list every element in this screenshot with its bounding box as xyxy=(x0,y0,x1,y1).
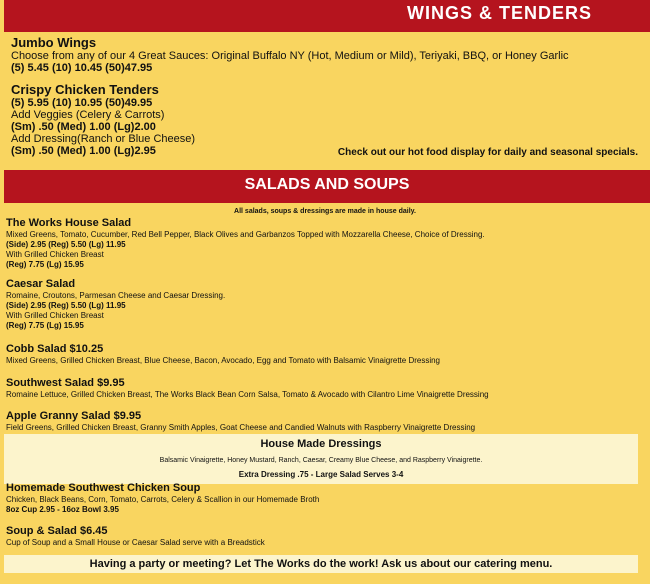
item-addon: With Grilled Chicken Breast xyxy=(6,311,104,320)
dressing-price: (Sm) .50 (Med) 1.00 (Lg)2.95 xyxy=(11,145,156,157)
salads-banner-title: SALADS AND SOUPS xyxy=(244,176,410,193)
menu-item-southwest-soup xyxy=(6,482,646,515)
salads-list xyxy=(6,217,646,433)
item-title: Homemade Southwest Chicken Soup xyxy=(6,482,201,494)
item-addon: With Grilled Chicken Breast xyxy=(6,250,104,259)
dressings-title: House Made Dressings xyxy=(260,438,382,450)
jumbo-wings-price: (5) 5.45 (10) 10.45 (50)47.95 xyxy=(11,62,153,74)
item-price: (Side) 2.95 (Reg) 5.50 (Lg) 11.95 xyxy=(6,301,126,310)
item-price: (Side) 2.95 (Reg) 5.50 (Lg) 11.95 xyxy=(6,240,126,249)
item-desc: Mixed Greens, Tomato, Cucumber, Red Bell Pepper, Black Olives and Garbanzos Topped with Mozzarella Cheese, Choice of Dressing. xyxy=(6,230,485,239)
dressings-extra: Extra Dressing .75 - Large Salad Serves 3-4 xyxy=(238,470,404,479)
wings-banner-title: WINGS & TENDERS xyxy=(406,3,592,23)
menu-item-soup-salad xyxy=(6,525,646,548)
item-title: Soup & Salad $6.45 xyxy=(6,525,108,537)
wings-section xyxy=(11,36,641,157)
menu-item-caesar-salad xyxy=(6,278,646,331)
dressings-panel xyxy=(4,434,638,484)
dressings-list: Balsamic Vinaigrette, Honey Mustard, Ranch, Caesar, Creamy Blue Cheese, and Raspberry Vinaigrette. xyxy=(159,457,483,464)
jumbo-wings-desc: Choose from any of our 4 Great Sauces: Original Buffalo NY (Hot, Medium or Mild), Teriyaki, BBQ, or Honey Garlic xyxy=(11,50,569,62)
item-addon-price: (Reg) 7.75 (Lg) 15.95 xyxy=(6,321,84,330)
jumbo-wings-title: Jumbo Wings xyxy=(11,35,97,50)
hot-food-note: Check out our hot food display for daily and seasonal specials. xyxy=(337,147,638,158)
menu-item-apple-granny-salad xyxy=(6,410,646,433)
item-title: Caesar Salad xyxy=(6,278,76,290)
item-price: 8oz Cup 2.95 - 16oz Bowl 3.95 xyxy=(6,505,119,514)
dressing-label: Add Dressing(Ranch or Blue Cheese) xyxy=(11,133,196,145)
catering-banner: Having a party or meeting? Let The Works do the work! Ask us about our catering menu. xyxy=(4,555,638,573)
veggies-label: Add Veggies (Celery & Carrots) xyxy=(11,109,165,121)
item-desc: Mixed Greens, Grilled Chicken Breast, Blue Cheese, Bacon, Avocado, Egg and Tomato with Balsamic Vinaigrette Dressing xyxy=(6,356,441,365)
tenders-title: Crispy Chicken Tenders xyxy=(11,82,159,97)
house-made-note: All salads, soups & dressings are made in house daily. xyxy=(234,208,416,215)
item-desc: Romaine Lettuce, Grilled Chicken Breast, The Works Black Bean Corn Salsa, Tomato & Avocado with Cilantro Lime Vinaigrette Dressing xyxy=(6,390,489,399)
item-title: Southwest Salad $9.95 xyxy=(6,377,125,389)
soups-list xyxy=(6,482,646,548)
item-desc: Cup of Soup and a Small House or Caesar Salad serve with a Breadstick xyxy=(6,538,265,547)
wings-tenders-banner xyxy=(4,0,650,32)
item-desc: Romaine, Croutons, Parmesan Cheese and Caesar Dressing. xyxy=(6,291,226,300)
veggies-price: (Sm) .50 (Med) 1.00 (Lg)2.00 xyxy=(11,121,156,133)
menu-item-cobb-salad xyxy=(6,343,646,366)
tenders-price: (5) 5.95 (10) 10.95 (50)49.95 xyxy=(11,97,153,109)
item-title: Cobb Salad $10.25 xyxy=(6,343,104,355)
menu-item-southwest-salad xyxy=(6,377,646,400)
item-title: Apple Granny Salad $9.95 xyxy=(6,410,142,422)
item-addon-price: (Reg) 7.75 (Lg) 15.95 xyxy=(6,260,84,269)
item-desc: Chicken, Black Beans, Corn, Tomato, Carrots, Celery & Scallion in our Homemade Broth xyxy=(6,495,320,504)
item-title: The Works House Salad xyxy=(6,217,132,229)
menu-item-works-salad xyxy=(6,217,646,270)
salads-soups-banner xyxy=(4,170,650,203)
item-desc: Field Greens, Grilled Chicken Breast, Granny Smith Apples, Goat Cheese and Candied Walnuts with Raspberry Vinaigrette Dressing xyxy=(6,423,476,432)
